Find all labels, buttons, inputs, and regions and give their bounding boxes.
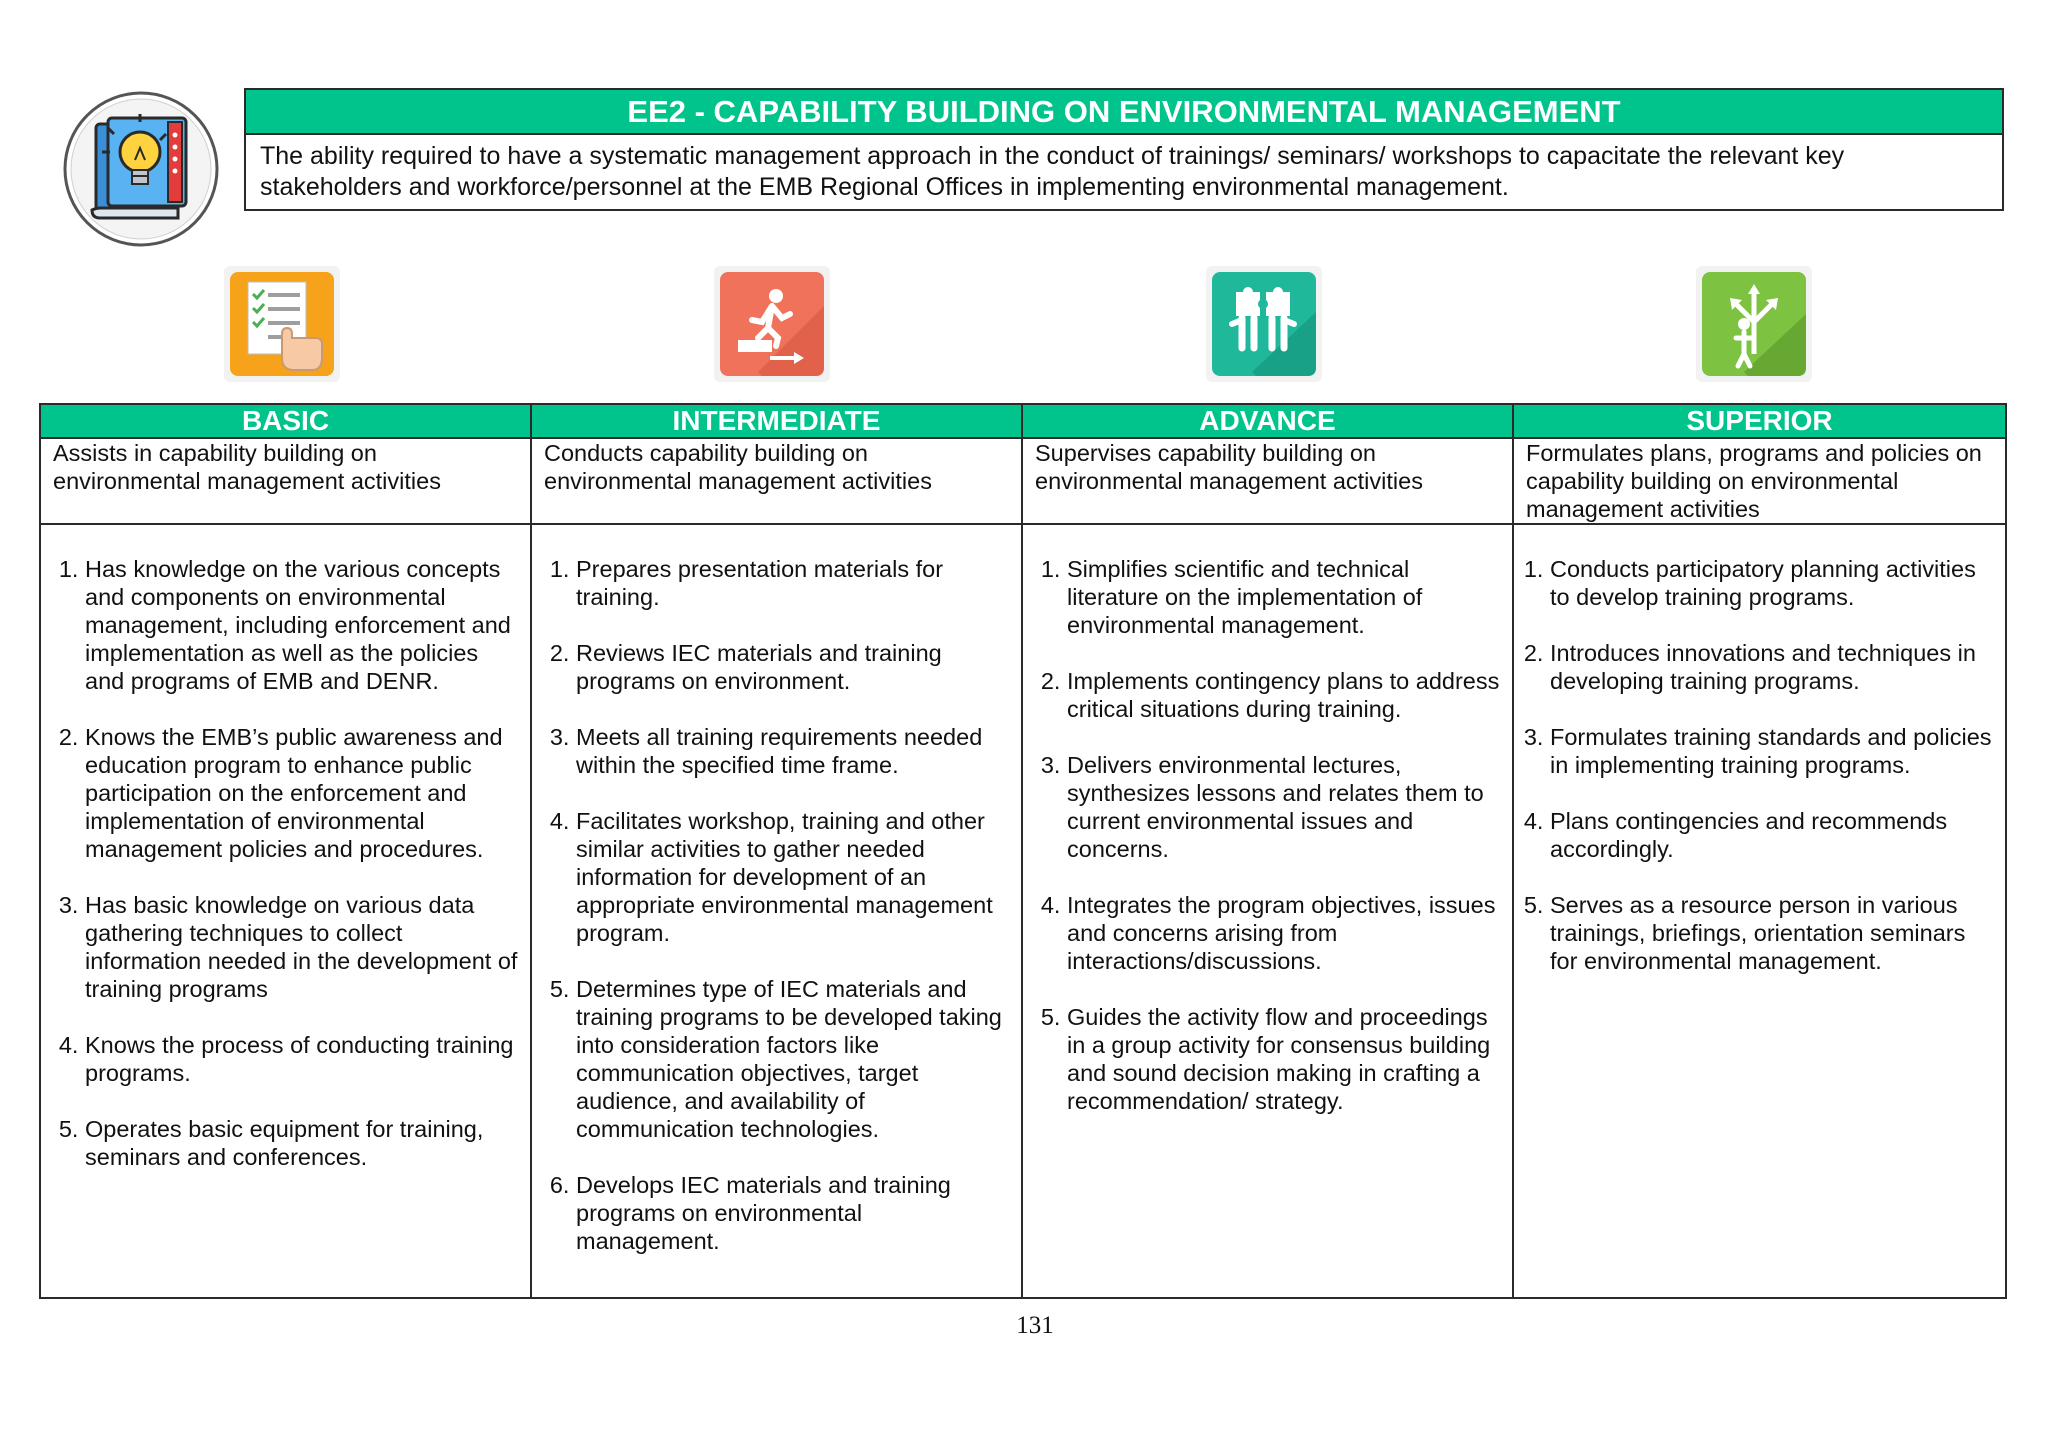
page-number: 131: [1016, 1312, 1054, 1339]
list-item: 4. Plans contingencies and recommends accordingly.: [1550, 807, 1995, 863]
person-crossroads-icon: [1692, 262, 1816, 386]
list-item: 3. Meets all training requirements needed within the specified time frame.: [576, 723, 1011, 779]
level-summary-row: [40, 438, 2006, 524]
level-header-row: [40, 404, 2006, 438]
level-header-intermediate: INTERMEDIATE: [531, 404, 1022, 438]
list-item: 1. Conducts participatory planning activities to develop training programs.: [1550, 555, 1995, 611]
list-item: 5. Operates basic equipment for training, seminars and conferences.: [85, 1115, 520, 1171]
level-header-superior: SUPERIOR: [1513, 404, 2006, 438]
list-item: 6. Develops IEC materials and training programs on environmental management.: [576, 1171, 1011, 1255]
running-person-stairs-icon: [710, 262, 834, 386]
summary-basic: Assists in capability building on environmental management activities: [40, 438, 531, 524]
summary-intermediate: Conducts capability building on environmental management activities: [531, 438, 1022, 524]
level-header-basic: BASIC: [40, 404, 531, 438]
behavior-list-superior: [1526, 555, 1995, 975]
list-item: 2. Knows the EMB’s public awareness and education program to enhance public participation on the enforcement and implementation of environmental management policies and procedures.: [85, 723, 520, 863]
list-item: 1. Simplifies scientific and technical literature on the implementation of environmental management.: [1067, 555, 1502, 639]
list-item: 3. Formulates training standards and policies in implementing training programs.: [1550, 723, 1995, 779]
puzzle-people-icon: [1202, 262, 1326, 386]
summary-advance: Supervises capability building on environmental management activities: [1022, 438, 1513, 524]
behaviors-superior: [1513, 524, 2006, 1298]
list-item: 3. Has basic knowledge on various data gathering techniques to collect information needed in the development of training programs: [85, 891, 520, 1003]
summary-superior: Formulates plans, programs and policies on capability building on environmental management activities: [1513, 438, 2006, 524]
behavior-list-intermediate: [544, 555, 1011, 1255]
lightbulb-book-icon: [60, 90, 222, 248]
level-header-advance: ADVANCE: [1022, 404, 1513, 438]
competency-header: [244, 88, 2004, 211]
list-item: 3. Delivers environmental lectures, synthesizes lessons and relates them to current environmental issues and concerns.: [1067, 751, 1502, 863]
behaviors-intermediate: [531, 524, 1022, 1298]
behavior-list-basic: [53, 555, 520, 1171]
list-item: 1. Prepares presentation materials for training.: [576, 555, 1011, 611]
list-item: 5. Guides the activity flow and proceedings in a group activity for consensus building and sound decision making in crafting a recommendation/ strategy.: [1067, 1003, 1502, 1115]
competency-levels-table: [39, 403, 2007, 1299]
list-item: 4. Integrates the program objectives, issues and concerns arising from interactions/discussions.: [1067, 891, 1502, 975]
behavior-list-advance: [1035, 555, 1502, 1115]
list-item: 1. Has knowledge on the various concepts and components on environmental management, including enforcement and implementation as well as the policies and programs of EMB and DENR.: [85, 555, 520, 695]
checklist-hand-icon: [220, 262, 344, 386]
list-item: 5. Determines type of IEC materials and training programs to be developed taking into consideration factors like communication objectives, target audience, and availability of communication technologies.: [576, 975, 1011, 1143]
list-item: 2. Implements contingency plans to address critical situations during training.: [1067, 667, 1502, 723]
list-item: 4. Facilitates workshop, training and other similar activities to gather needed information for development of an appropriate environmental management program.: [576, 807, 1011, 947]
behaviors-advance: [1022, 524, 1513, 1298]
competency-description: The ability required to have a systematic management approach in the conduct of trainings/ seminars/ workshops to capacitate the relevant key stakeholders and workforce/personnel at the EMB Regional Offices in implementing environmental management.: [260, 142, 1845, 201]
level-behaviors-row: [40, 524, 2006, 1298]
list-item: 2. Introduces innovations and techniques in developing training programs.: [1550, 639, 1995, 695]
competency-title: EE2 - CAPABILITY BUILDING ON ENVIRONMENTAL MANAGEMENT: [246, 90, 2002, 135]
list-item: 4. Knows the process of conducting training programs.: [85, 1031, 520, 1087]
behaviors-basic: [40, 524, 531, 1298]
list-item: 5. Serves as a resource person in various trainings, briefings, orientation seminars for environmental management.: [1550, 891, 1995, 975]
list-item: 2. Reviews IEC materials and training programs on environment.: [576, 639, 1011, 695]
